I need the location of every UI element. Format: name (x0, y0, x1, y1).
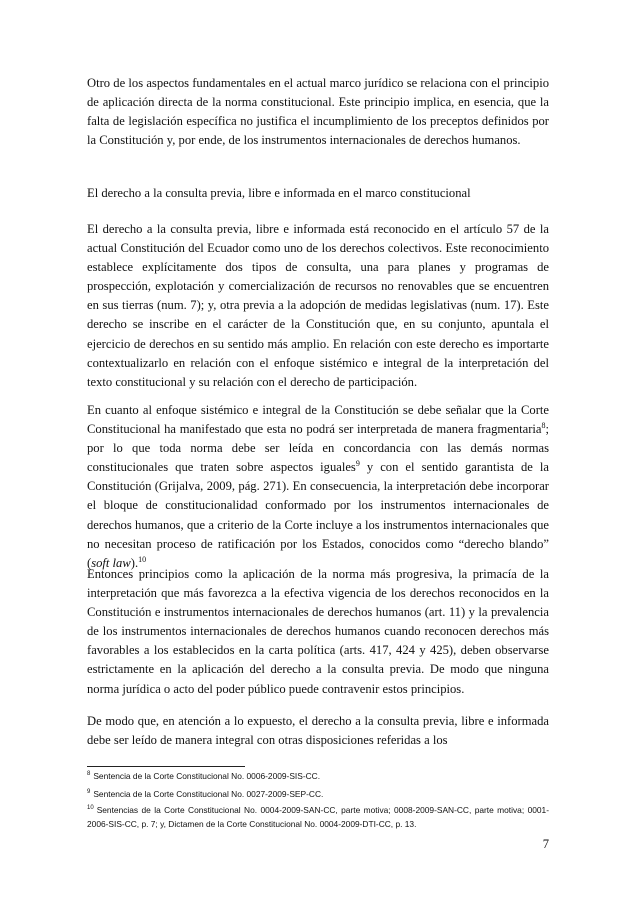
italic-term: soft law (91, 555, 131, 570)
paragraph-enfoque-sistemico (87, 401, 549, 573)
footnote (87, 804, 549, 831)
footnote-number: 8 (87, 771, 91, 778)
footnote (87, 788, 549, 802)
footnote-reference[interactable]: 9 (355, 459, 360, 469)
paragraph-conclusion: De modo que, en atención a lo expuesto, el derecho a la consulta previa, libre e informada debe ser leído de manera integral con otras disposiciones referidas a los (87, 714, 549, 748)
paragraph-text-segment: ; por lo que toda norma debe ser leída en concordancia con las demás normas constitucionales que traten sobre aspectos iguales (87, 422, 549, 475)
footnote-text: Sentencia de la Corte Constitucional No. 0006-2009-SIS-CC. (93, 771, 321, 781)
footnote-number: 10 (87, 805, 94, 812)
paragraph-principio-aplicacion: Otro de los aspectos fundamentales en el actual marco jurídico se relaciona con el principio de aplicación directa de la norma constitucional. Este principio implica, en esencia, que la falta de legislación específica no justifica el incumplimiento de los preceptos definidos por la Constitución y, por ende, de los instrumentos internacionales de derechos humanos. (87, 76, 549, 148)
section-heading: El derecho a la consulta previa, libre e informada en el marco constitucional (87, 186, 471, 200)
footnote-separator (87, 766, 245, 767)
footnote-number: 9 (87, 789, 91, 796)
footnote-text: Sentencia de la Corte Constitucional No. 0027-2009-SEP-CC. (93, 789, 324, 799)
footnote (87, 770, 549, 784)
footnote-reference[interactable]: 10 (138, 554, 147, 564)
page-number: 7 (542, 837, 549, 851)
paragraph-text-segment: y con el sentido garantista de la Constitución (Grijalva, 2009, pág. 271). En consecuencia, la interpretación debe incorporar el bloque de constitucionalidad conformado por los instrumentos internacionales de derechos humanos, que a criterio de la Corte incluye a los instrumentos internacionales que no necesitan proceso de ratificación por los Estados, conocidos como “derecho blando” ( (87, 460, 549, 570)
footnote-text: Sentencias de la Corte Constitucional No. 0004-2009-SAN-CC, parte motiva; 0008-2009-SAN-CC, parte motiva; 0001-2006-SIS-CC, p. 7; y, Dictamen de la Corte Constitucional No. 0004-2009-DTI-CC, p. 13. (87, 805, 549, 829)
footnote-reference[interactable]: 8 (541, 420, 546, 430)
paragraph-consulta-previa: El derecho a la consulta previa, libre e informada está reconocido en el artículo 57 de la actual Constitución del Ecuador como uno de los derechos colectivos. Este reconocimiento establece explícitamente dos tipos de consulta, una para planes y programas de prospección, explotación y comercialización de recursos no renovables que se encuentren en sus tierras (num. 7); y, otra previa a la adopción de medidas legislativas (num. 17). Este derecho se inscribe en el carácter de la Constitución que, en su conjunto, apuntala el ejercicio de derechos en su sentido más amplio. En relación con este derecho es importarte contextualizarlo en relación con el enfoque sistémico e integral de la interpretación del texto constitucional y su relación con el derecho de participación. (87, 222, 549, 389)
paragraph-principios: Entonces principios como la aplicación de la norma más progresiva, la primacía de la interpretación que más favorezca a la efectiva vigencia de los derechos reconocidos en la Constitución e instrumentos internacionales de derechos humanos (art. 11) y la prevalencia de los instrumentos internacionales de derechos humanos cuando reconocen derechos más favorables a los establecidos en la carta política (arts. 417, 424 y 425), deben observarse estrictamente en la aplicación del derecho a la consulta previa. De modo que ninguna norma jurídica o acto del poder público puede contravenir estos principios. (87, 567, 549, 696)
paragraph-text-segment: En cuanto al enfoque sistémico e integral de la Constitución se debe señalar que la Corte Constitucional ha manifestado que esta no podrá ser interpretada de manera fragmentaria (87, 403, 549, 437)
paragraph-text-segment: ). (130, 555, 139, 570)
